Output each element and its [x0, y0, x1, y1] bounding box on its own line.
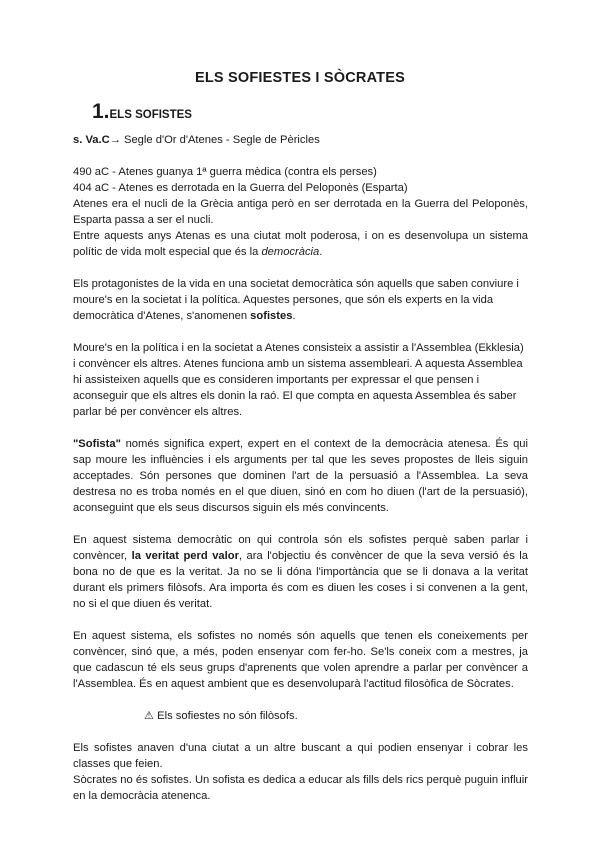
bold-term: la veritat perd valor: [131, 550, 239, 562]
event-line: 404 aC - Atenes es derrotada en la Guerra del Peloponès (Esparta): [73, 182, 408, 194]
paragraph: [73, 276, 528, 324]
bold-term: sofistes: [250, 310, 293, 322]
document-title: ELS SOFIESTES I SÒCRATES: [195, 70, 405, 86]
paragraph: Els sofistes anaven d'una ciutat a un altre buscant a qui podien ensenyar i cobrar les classes que feien.: [73, 742, 528, 770]
paragraph-text: Els protagonistes de la vida en una societat democràtica són aquells que saben conviure i moure's en la societat i la política. Aquestes persones, que són els experts en la vida democràtica d'Atenes, s'anomenen: [73, 278, 519, 322]
intro-line: [73, 132, 528, 148]
paragraph: Atenes era el nucli de la Grècia antiga però en ser derrotada en la Guerra del Peloponès, Esparta passa a ser el nucli.: [73, 198, 528, 226]
paragraph-text: , ara l'objectiu és convèncer de que la seva versió és la bona no de que es la veritat. Ja no se li dóna l'importància que se li donava a la veritat durant els primers filòsofs. Ara importa és com es diuen les coses i si convenen a la gent, no si el que diuen és veritat.: [73, 550, 528, 610]
warning-note: [73, 708, 528, 724]
paragraph: En aquest sistema, els sofistes no només són aquells que tenen els coneixements per convèncer, sinó que, a més, poden ensenyar com fer-ho. Se'ls coneix com a mestres, ja que cadascun té els seus grups d'aprenents que volen aprendre a parlar per convèncer a l'Assemblea. És en aquest ambient que es desenvoluparà l'actitud filosòfica de Sòcrates.: [73, 630, 528, 690]
paragraph-text: només significa expert, expert en el context de la democràcia atenesa. És qui sap moure les influències i els arguments per tal que les seves propostes de lleis siguin acceptades. Són persones que dominen l'art de la persuasió a l'Assemblea. La seva destresa no es troba només en el que diuen, sinó en com ho diuen (l'art de la persuasió), aconseguint que els seus discursos siguin els més convincents.: [73, 438, 528, 514]
section-number: 1.: [92, 100, 110, 123]
section-label: ELS SOFISTES: [109, 109, 192, 121]
paragraph-text: En aquest sistema democràtic on qui controla són els sofistes perquè saben parlar i convèncer,: [73, 534, 528, 562]
paragraph: [73, 228, 528, 260]
arrow-icon: →: [109, 134, 121, 146]
paragraph: [73, 532, 528, 612]
event-line: 490 aC - Atenes guanya 1ª guerra mèdica (contra els perses): [73, 166, 377, 178]
paragraph: Sòcrates no és sofistes. Un sofista es dedica a educar als fills dels rics perquè puguin influir en la democràcia atenenca.: [73, 774, 528, 802]
document-body: [73, 132, 528, 804]
century-label: s. Va.C: [73, 134, 110, 146]
bold-term: "Sofista": [73, 438, 121, 450]
intro-text: Segle d'Or d'Atenes - Segle de Pèricles: [120, 134, 320, 146]
italic-term: democràcia: [261, 246, 320, 258]
paragraph-text: .: [319, 246, 323, 258]
warning-icon: ⚠: [144, 710, 155, 722]
paragraph-text: .: [292, 310, 296, 322]
section-heading: [92, 100, 192, 123]
paragraph: [73, 436, 528, 516]
paragraph-text: Entre aquests anys Atenas es una ciutat molt poderosa, i on es desenvolupa un sistema polític de vida molt especial que és la: [73, 230, 528, 258]
paragraph: Moure's en la política i en la societat a Atenes consisteix a assistir a l'Assemblea (Ekklesia) i convèncer els altres. Atenes funciona amb un sistema assembleari. A aquesta Assemblea hi assisteixen aquells que es consideren importants per expressar el que pensen i aconseguir que els altres els donin la raó. El que compta en aquesta Assemblea és saber parlar bé per convèncer els altres.: [73, 342, 524, 418]
warning-text: Els sofiestes no són filòsofs.: [154, 710, 298, 722]
